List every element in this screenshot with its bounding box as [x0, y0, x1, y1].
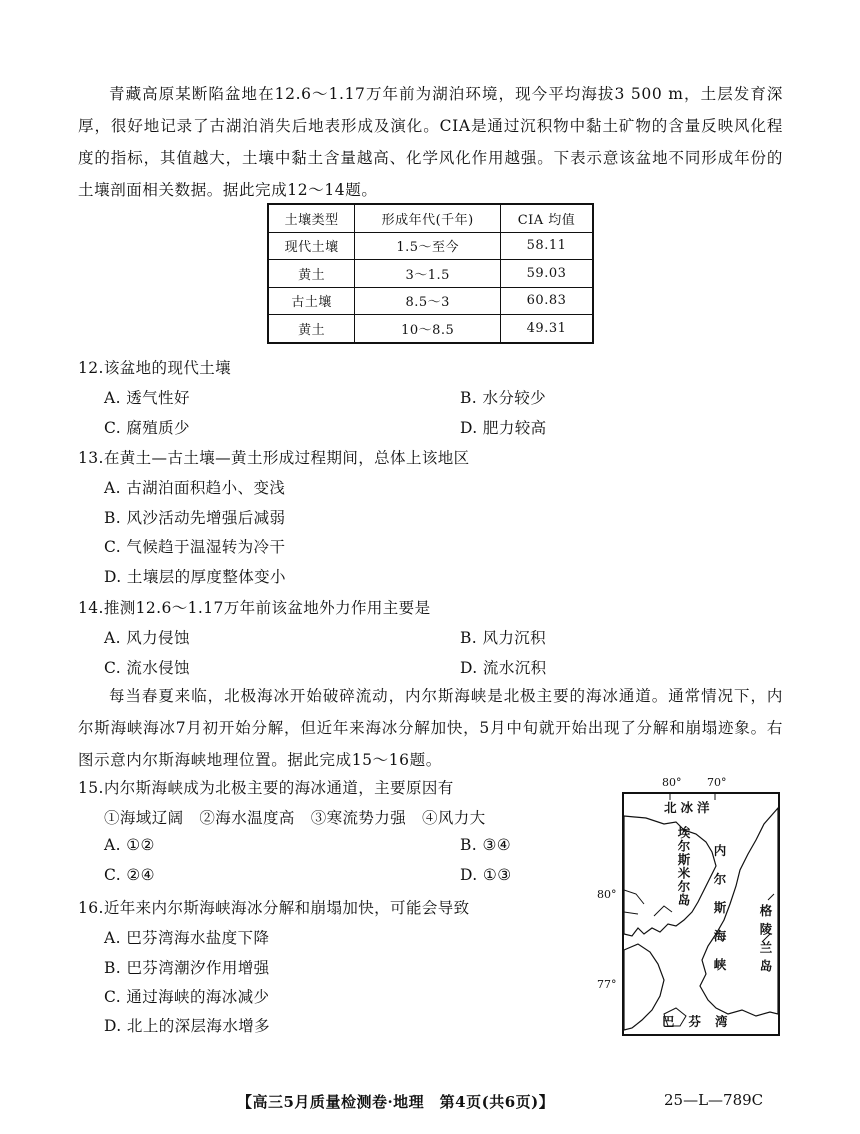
map-label-arctic-ocean: 北冰洋 — [664, 800, 714, 815]
q13-option-a[interactable]: A. 古湖泊面积趋小、变浅 — [104, 479, 286, 497]
table-cell: 3～1.5 — [355, 260, 501, 288]
q12-option-c[interactable]: C. 腐殖质少 — [104, 419, 190, 437]
table-cell: 黄土 — [268, 315, 355, 343]
map-longitude-80: 80° — [662, 776, 682, 789]
q16-option-b[interactable]: B. 巴芬湾潮汐作用增强 — [104, 959, 270, 977]
table-cell: 49.31 — [501, 315, 593, 343]
q16-option-a[interactable]: A. 巴芬湾海水盐度下降 — [104, 929, 270, 947]
q16-option-c[interactable]: C. 通过海峡的海冰减少 — [104, 988, 270, 1006]
q15-option-b[interactable]: B. ③④ — [460, 836, 512, 854]
map-label-ellesmere-island: 埃尔斯米尔岛 — [676, 826, 691, 907]
table-header: 形成年代(千年) — [355, 204, 501, 232]
q15-option-c[interactable]: C. ②④ — [104, 866, 155, 884]
map-longitude-70: 70° — [707, 776, 727, 789]
table-row — [268, 315, 593, 343]
table-cell: 59.03 — [501, 260, 593, 288]
question-14-stem: 14.推测12.6～1.17万年前该盆地外力作用主要是 — [78, 599, 431, 617]
q13-option-c[interactable]: C. 气候趋于温湿转为冷干 — [104, 538, 286, 556]
table-cell: 8.5～3 — [355, 287, 501, 315]
nares-strait-map — [622, 792, 780, 1036]
table-row — [268, 232, 593, 260]
question-13-stem: 13.在黄土—古土壤—黄土形成过程期间，总体上该地区 — [78, 449, 470, 467]
exam-code: 25—L—789C — [664, 1091, 764, 1109]
table-cell: 1.5～至今 — [355, 232, 501, 260]
intro-passage-1: 青藏高原某断陷盆地在12.6～1.17万年前为湖泊环境，现今平均海拔3 500 m，土层发育深厚，很好地记录了古湖泊消失后地表形成及演化。CIA是通过沉积物中黏土矿物的含量反映风化程度的指标，其值越大，土壤中黏土含量越高、化学风化作用越强。下表示意该盆地不同形成年份的土壤剖面相关数据。据此完成12～14题。 — [78, 85, 783, 199]
table-cell: 现代土壤 — [268, 232, 355, 260]
table-cell: 古土壤 — [268, 287, 355, 315]
ellesmere-island-shape — [624, 816, 716, 936]
q14-option-d[interactable]: D. 流水沉积 — [460, 659, 547, 677]
table-cell: 60.83 — [501, 287, 593, 315]
q14-option-c[interactable]: C. 流水侵蚀 — [104, 659, 190, 677]
q12-option-b[interactable]: B. 水分较少 — [460, 389, 547, 407]
q12-option-d[interactable]: D. 肥力较高 — [460, 419, 547, 437]
q12-option-a[interactable]: A. 透气性好 — [104, 389, 190, 407]
map-latitude-80: 80° — [597, 888, 617, 901]
intro-passage-2: 每当春夏来临，北极海冰开始破碎流动，内尔斯海峡是北极主要的海冰通道。通常情况下，内尔斯海峡海冰7月初开始分解，但近年来海冰分解加快，5月中旬就开始出现了分解和崩塌迹象。右图示意内尔斯海峡地理位置。据此完成15～16题。 — [78, 687, 783, 769]
question-12-stem: 12.该盆地的现代土壤 — [78, 359, 232, 377]
map-latitude-77: 77° — [597, 978, 617, 991]
q15-statements: ①海域辽阔 ②海水温度高 ③寒流势力强 ④风力大 — [104, 809, 486, 827]
table-cell: 58.11 — [501, 232, 593, 260]
map-label-nares-strait: 内尔斯海峡 — [712, 844, 727, 987]
map-label-baffin-bay: 巴芬湾 — [662, 1014, 742, 1029]
table-row — [268, 287, 593, 315]
q16-option-d[interactable]: D. 北上的深层海水增多 — [104, 1017, 271, 1035]
q14-option-a[interactable]: A. 风力侵蚀 — [104, 629, 190, 647]
q13-option-b[interactable]: B. 风沙活动先增强后减弱 — [104, 509, 286, 527]
map-label-greenland: 格陵兰岛 — [758, 904, 773, 978]
q15-option-d[interactable]: D. ①③ — [460, 866, 512, 884]
soil-profile-table — [267, 203, 594, 344]
page-footer: 【高三5月质量检测卷·地理 第4页(共6页)】 — [237, 1093, 555, 1111]
question-16-stem: 16.近年来内尔斯海峡海冰分解和崩塌加快，可能会导致 — [78, 899, 470, 917]
table-header: CIA 均值 — [501, 204, 593, 232]
table-row — [268, 260, 593, 288]
question-15-stem: 15.内尔斯海峡成为北极主要的海冰通道，主要原因有 — [78, 779, 454, 797]
table-header-row — [268, 204, 593, 232]
q14-option-b[interactable]: B. 风力沉积 — [460, 629, 547, 647]
q13-option-d[interactable]: D. 土壤层的厚度整体变小 — [104, 568, 286, 586]
q15-option-a[interactable]: A. ①② — [104, 836, 155, 854]
map-drawing — [624, 794, 778, 1034]
table-header: 土壤类型 — [268, 204, 355, 232]
table-cell: 10～8.5 — [355, 315, 501, 343]
table-cell: 黄土 — [268, 260, 355, 288]
